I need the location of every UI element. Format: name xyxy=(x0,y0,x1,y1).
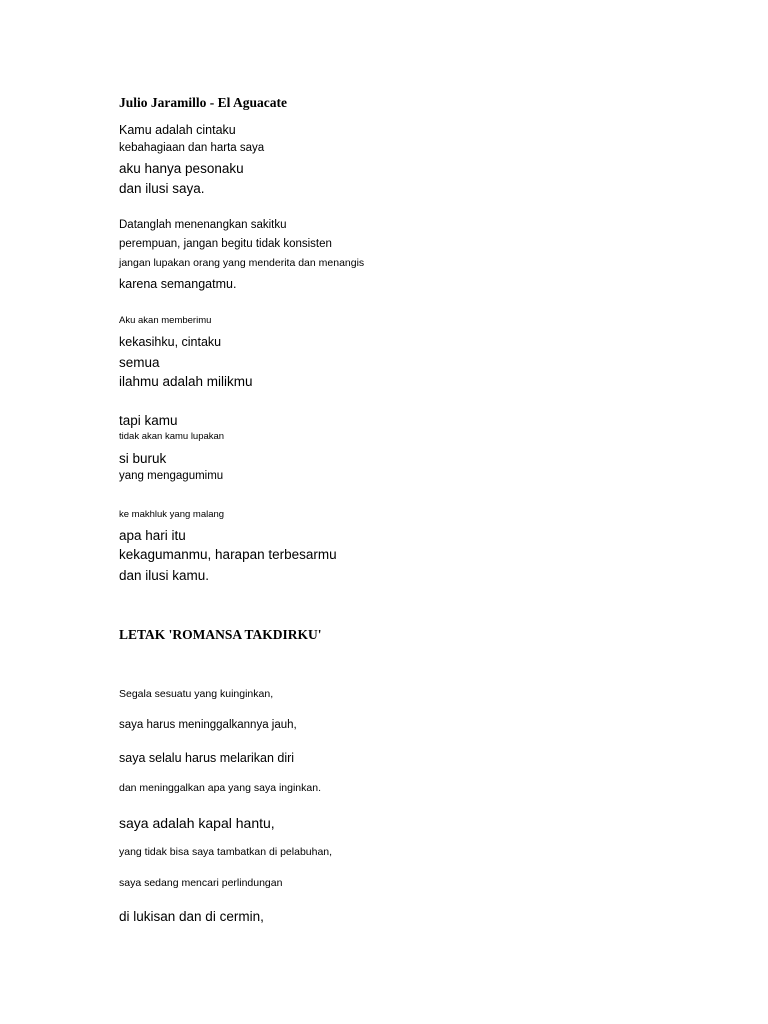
lyric-line: Segala sesuatu yang kuinginkan, xyxy=(119,688,274,700)
lyric-line: di lukisan dan di cermin, xyxy=(119,909,264,924)
lyric-line: ilahmu adalah milikmu xyxy=(119,374,253,389)
lyric-line: dan meninggalkan apa yang saya inginkan. xyxy=(119,782,321,794)
song-title: Julio Jaramillo - El Aguacate xyxy=(119,95,287,110)
lyric-line: tidak akan kamu lupakan xyxy=(119,431,225,442)
lyric-line: aku hanya pesonaku xyxy=(119,161,244,176)
lyric-line: jangan lupakan orang yang menderita dan menangis xyxy=(119,257,365,269)
lyric-line: karena semangatmu. xyxy=(119,277,237,291)
lyric-line: Datanglah menenangkan sakitku xyxy=(119,219,287,231)
lyric-line: semua xyxy=(119,355,160,370)
lyric-line: dan ilusi saya. xyxy=(119,181,205,196)
lyric-line: si buruk xyxy=(119,451,167,466)
lyric-line: kebahagiaan dan harta saya xyxy=(119,142,265,154)
lyric-line: Kamu adalah cintaku xyxy=(119,123,236,137)
lyric-line: perempuan, jangan begitu tidak konsisten xyxy=(119,238,332,250)
lyric-line: apa hari itu xyxy=(119,528,186,543)
song-title: LETAK 'ROMANSA TAKDIRKU' xyxy=(119,627,322,642)
lyric-line: saya harus meninggalkannya jauh, xyxy=(119,719,297,731)
lyric-line: yang tidak bisa saya tambatkan di pelabuhan, xyxy=(119,846,333,858)
lyric-line: Aku akan memberimu xyxy=(119,315,212,326)
lyric-line: saya selalu harus melarikan diri xyxy=(119,751,295,765)
lyric-line: dan ilusi kamu. xyxy=(119,568,210,583)
lyric-line: ke makhluk yang malang xyxy=(119,509,225,520)
lyric-line: kekagumanmu, harapan terbesarmu xyxy=(119,547,337,562)
lyric-line: kekasihku, cintaku xyxy=(119,335,222,349)
lyric-line: tapi kamu xyxy=(119,413,178,428)
lyric-line: yang mengagumimu xyxy=(119,470,224,482)
lyric-line: saya sedang mencari perlindungan xyxy=(119,877,283,889)
lyric-line: saya adalah kapal hantu, xyxy=(119,815,275,831)
